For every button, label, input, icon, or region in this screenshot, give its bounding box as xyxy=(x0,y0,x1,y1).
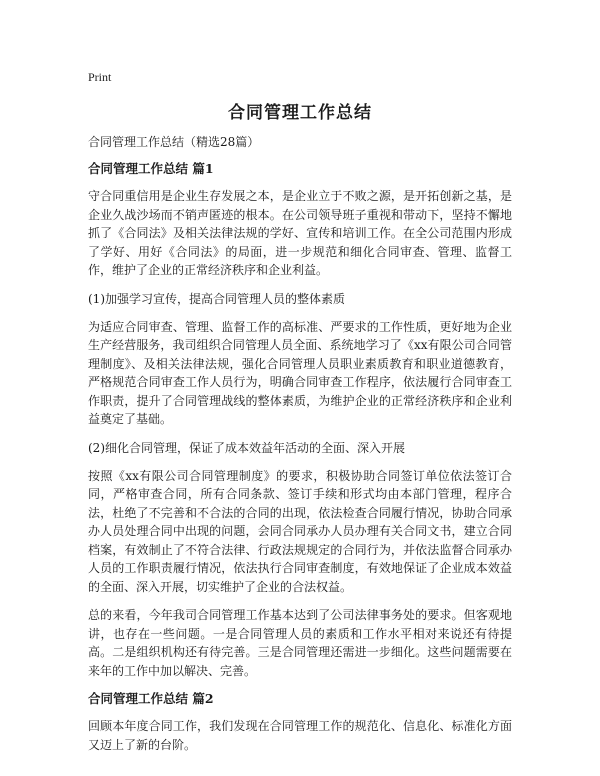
section-heading: 合同管理工作总结 篇1 xyxy=(88,161,214,176)
paragraph: 为适应合同审查、管理、监督工作的高标准、严要求的工作性质，更好地为企业生产经营服务，我司组织合同管理人员全面、系统地学习了《xx有限公司合同管理制度》、及相关法律法规，强化合同管理人员职业素质教育和职业道德教育，严格规范合同审查工作人员行为，明确合同审查工作程序，依法履行合同审查工作职责，提升了合同管理战线的整体素质，为维护企业的正常经济秩序和企业利益奠定了基础。 xyxy=(88,319,512,426)
section-heading: 合同管理工作总结 篇2 xyxy=(88,691,214,706)
section-2 xyxy=(88,690,512,754)
document-body xyxy=(88,160,512,764)
paragraph: 回顾本年度合同工作，我们发现在合同管理工作的规范化、信息化、标准化方面又迈上了新的台阶。 xyxy=(88,719,512,752)
print-link[interactable]: Print xyxy=(88,70,112,84)
paragraph: 按照《xx有限公司合同管理制度》的要求，积极协助合同签订单位依法签订合同，严格审查合同，所有合同条款、签订手续和形式均由本部门管理，程序合法，杜绝了不完善和不合法的合同的出现，依法检查合同履行情况，协助合同承办人员处理合同中出现的问题，会同合同承办人员办理有关合同文书，建立合同档案，有效制止了不符合法律、行政法规规定的合同行为，并依法监督合同承办人员的工作职责履行情况，依法执行合同审查制度，有效地保证了企业成本效益的全面、深入开展，切实维护了企业的合法权益。 xyxy=(88,468,512,594)
document-title: 合同管理工作总结 xyxy=(228,103,372,123)
sub-heading: (2)细化合同管理，保证了成本效益年活动的全面、深入开展 xyxy=(88,440,406,455)
paragraph: 总的来看，今年我司合同管理工作基本达到了公司法律事务处的要求。但客观地讲，也存在一些问题。一是合同管理人员的素质和工作水平相对来说还有待提高。二是组织机构还有待完善。三是合同管理还需进一步细化。这些问题需要在来年的工作中加以解决、完善。 xyxy=(88,608,512,678)
sub-heading: (1)加强学习宣传，提高合同管理人员的整体素质 xyxy=(88,291,345,306)
paragraph: 守合同重信用是企业生存发展之本，是企业立于不败之源，是开拓创新之基，是企业久战沙场而不销声匿迹的根本。在公司领导班子重视和带动下，坚持不懈地抓了《合同法》及相关法律法规的学好、宣传和培训工作。在全公司范围内形成了学好、用好《合同法》的局面，进一步规范和细化合同审查、管理、监督工作，维护了企业的正常经济秩序和企业利益。 xyxy=(88,189,512,277)
section-1 xyxy=(88,160,512,680)
document-subtitle: 合同管理工作总结（精选28篇） xyxy=(88,135,260,149)
